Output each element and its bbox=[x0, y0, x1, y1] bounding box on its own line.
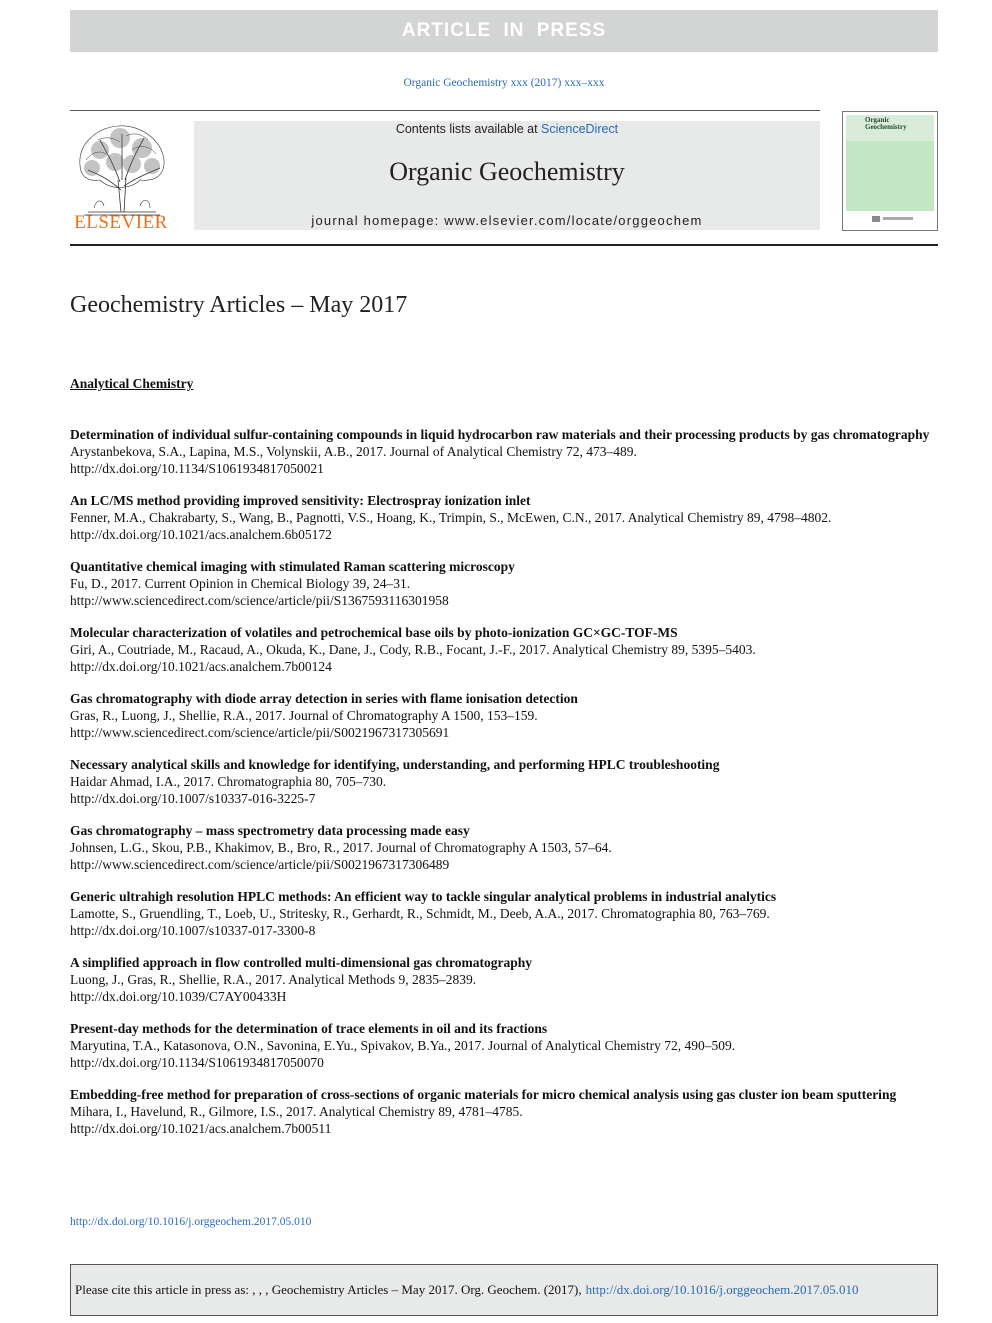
reference-list bbox=[70, 426, 938, 1152]
reference-item bbox=[70, 624, 938, 675]
reference-item bbox=[70, 1020, 938, 1071]
reference-url[interactable]: http://dx.doi.org/10.1021/acs.analchem.7b00511 bbox=[70, 1121, 332, 1136]
reference-title: Quantitative chemical imaging with stimulated Raman scattering microscopy bbox=[70, 559, 515, 574]
section-heading: Analytical Chemistry bbox=[70, 376, 194, 391]
reference-url[interactable]: http://dx.doi.org/10.1134/S1061934817050070 bbox=[70, 1055, 324, 1070]
reference-citation: Gras, R., Luong, J., Shellie, R.A., 2017. Journal of Chromatography A 1500, 153–159. bbox=[70, 708, 538, 723]
reference-item bbox=[70, 888, 938, 939]
reference-url[interactable]: http://www.sciencedirect.com/science/article/pii/S0021967317306489 bbox=[70, 857, 450, 872]
reference-item bbox=[70, 426, 938, 477]
reference-title: Necessary analytical skills and knowledge for identifying, understanding, and performing HPLC troubleshooting bbox=[70, 757, 720, 772]
reference-url[interactable]: http://dx.doi.org/10.1007/s10337-016-3225-7 bbox=[70, 791, 316, 806]
reference-title: Generic ultrahigh resolution HPLC methods: An efficient way to tackle singular analytical problems in industrial analytics bbox=[70, 889, 777, 904]
reference-url[interactable]: http://dx.doi.org/10.1007/s10337-017-3300-8 bbox=[70, 923, 316, 938]
reference-citation: Arystanbekova, S.A., Lapina, M.S., Volynskii, A.B., 2017. Journal of Analytical Chemistry 72, 473–489. bbox=[70, 444, 637, 459]
journal-citation-line[interactable]: Organic Geochemistry xxx (2017) xxx–xxx bbox=[403, 77, 605, 89]
reference-title: Gas chromatography with diode array detection in series with flame ionisation detection bbox=[70, 691, 578, 706]
reference-citation: Luong, J., Gras, R., Shellie, R.A., 2017. Analytical Methods 9, 2835–2839. bbox=[70, 972, 477, 987]
reference-title: Gas chromatography – mass spectrometry data processing made easy bbox=[70, 823, 470, 838]
reference-url[interactable]: http://dx.doi.org/10.1134/S1061934817050021 bbox=[70, 461, 324, 476]
reference-title: Molecular characterization of volatiles and petrochemical base oils by photo-ionization GC×GC-TOF-MS bbox=[70, 625, 678, 640]
reference-item bbox=[70, 822, 938, 873]
reference-citation: Fenner, M.A., Chakrabarty, S., Wang, B., Pagnotti, V.S., Hoang, K., Trimpin, S., McEwen, C.N., 2017. Analytical Chemistry 89, 4798–4802. bbox=[70, 510, 832, 525]
reference-item bbox=[70, 954, 938, 1005]
reference-title: Present-day methods for the determination of trace elements in oil and its fractions bbox=[70, 1021, 548, 1036]
cover-publisher-line bbox=[883, 217, 913, 220]
cite-text: Please cite this article in press as: , , , Geochemistry Articles – May 2017. Org. Geochem. (2017), bbox=[75, 1282, 582, 1297]
cover-body bbox=[846, 141, 934, 211]
reference-url[interactable]: http://www.sciencedirect.com/science/article/pii/S1367593116301958 bbox=[70, 593, 449, 608]
reference-citation: Lamotte, S., Gruendling, T., Loeb, U., Stritesky, R., Gerhardt, R., Schmidt, M., Deeb, A.A., 2017. Chromatographia 80, 763–769. bbox=[70, 906, 770, 921]
cite-this-article-box bbox=[70, 1264, 938, 1316]
reference-url[interactable]: http://dx.doi.org/10.1039/C7AY00433H bbox=[70, 989, 287, 1004]
reference-citation: Mihara, I., Havelund, R., Gilmore, I.S., 2017. Analytical Chemistry 89, 4781–4785. bbox=[70, 1104, 523, 1119]
cover-title bbox=[865, 117, 907, 131]
contents-line bbox=[194, 121, 820, 136]
article-in-press-banner: ARTICLE IN PRESS bbox=[70, 10, 938, 52]
reference-item bbox=[70, 1086, 938, 1137]
journal-homepage[interactable]: journal homepage: www.elsevier.com/locate/orggeochem bbox=[311, 213, 703, 228]
reference-item bbox=[70, 756, 938, 807]
journal-header-box bbox=[194, 121, 820, 230]
cite-doi-link[interactable]: http://dx.doi.org/10.1016/j.orggeochem.2017.05.010 bbox=[585, 1282, 859, 1297]
reference-title: Embedding-free method for preparation of cross-sections of organic materials for micro chemical analysis using gas cluster ion beam sputtering bbox=[70, 1087, 897, 1102]
reference-url[interactable]: http://www.sciencedirect.com/science/article/pii/S0021967317305691 bbox=[70, 725, 450, 740]
contents-prefix: Contents lists available at bbox=[395, 122, 542, 136]
reference-url[interactable]: http://dx.doi.org/10.1021/acs.analchem.6b05172 bbox=[70, 527, 332, 542]
cover-title-text: Organic Geochemistry bbox=[865, 116, 907, 131]
sciencedirect-link[interactable]: ScienceDirect bbox=[541, 122, 619, 136]
reference-citation: Giri, A., Coutriade, M., Racaud, A., Okuda, K., Dane, J., Cody, R.B., Focant, J.-F., 2017. Analytical Chemistry 89, 5395–5403. bbox=[70, 642, 756, 657]
journal-title: Organic Geochemistry bbox=[389, 157, 625, 186]
journal-cover-thumbnail bbox=[842, 111, 938, 231]
cover-publisher-icon bbox=[871, 215, 881, 223]
reference-item bbox=[70, 690, 938, 741]
reference-item bbox=[70, 492, 938, 543]
reference-title: A simplified approach in flow controlled multi-dimensional gas chromatography bbox=[70, 955, 533, 970]
header-top-rule bbox=[70, 110, 820, 111]
reference-title: An LC/MS method providing improved sensitivity: Electrospray ionization inlet bbox=[70, 493, 531, 508]
reference-url[interactable]: http://dx.doi.org/10.1021/acs.analchem.7b00124 bbox=[70, 659, 332, 674]
reference-citation: Maryutina, T.A., Katasonova, O.N., Savonina, E.Yu., Spivakov, B.Ya., 2017. Journal of Analytical Chemistry 72, 490–509. bbox=[70, 1038, 736, 1053]
reference-item bbox=[70, 558, 938, 609]
header-bottom-rule bbox=[70, 244, 938, 246]
reference-citation: Haidar Ahmad, I.A., 2017. Chromatographia 80, 705–730. bbox=[70, 774, 387, 789]
reference-citation: Johnsen, L.G., Skou, P.B., Khakimov, B., Bro, R., 2017. Journal of Chromatography A 1503, 57–64. bbox=[70, 840, 612, 855]
article-doi-link[interactable]: http://dx.doi.org/10.1016/j.orggeochem.2017.05.010 bbox=[70, 1216, 312, 1228]
article-title: Geochemistry Articles – May 2017 bbox=[70, 292, 408, 318]
reference-citation: Fu, D., 2017. Current Opinion in Chemical Biology 39, 24–31. bbox=[70, 576, 411, 591]
reference-title: Determination of individual sulfur-containing compounds in liquid hydrocarbon raw materials and their processing products by gas chromatography bbox=[70, 427, 930, 442]
elsevier-wordmark: ELSEVIER bbox=[74, 212, 168, 233]
